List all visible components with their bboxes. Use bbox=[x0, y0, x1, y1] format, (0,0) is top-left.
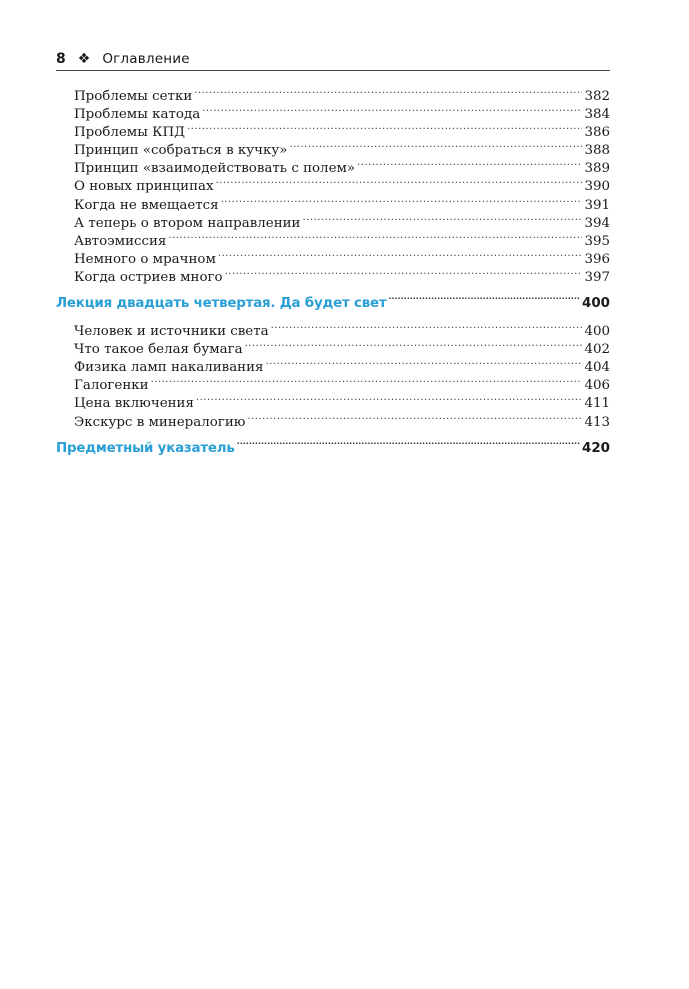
dot-leader bbox=[168, 227, 582, 245]
toc-entry-page: 404 bbox=[584, 360, 610, 376]
dot-leader bbox=[357, 154, 582, 172]
running-head bbox=[56, 48, 609, 70]
toc-entry-title: Что такое белая бумага bbox=[74, 342, 243, 358]
toc-entry-page: 394 bbox=[584, 215, 610, 231]
toc-entry-page: 390 bbox=[584, 179, 610, 195]
toc-entry-page: 388 bbox=[584, 143, 610, 159]
toc-entry-page: 400 bbox=[584, 324, 610, 340]
chapter-title: Лекция двадцать четвертая. Да будет свет bbox=[56, 296, 387, 312]
dot-leader bbox=[265, 353, 582, 371]
ornament-icon: ❖ bbox=[77, 51, 91, 67]
toc-entry-page: 411 bbox=[584, 396, 610, 412]
toc-entry-title: Человек и источники света bbox=[74, 324, 269, 340]
toc-entry-title: Экскурс в минералогию bbox=[74, 414, 246, 430]
toc-entry-title: Когда остриев много bbox=[74, 269, 223, 285]
section-title: Оглавление bbox=[102, 51, 190, 67]
toc-entry-title: О новых принципах bbox=[74, 179, 214, 195]
toc-entry[interactable] bbox=[56, 82, 610, 104]
toc-entry-page: 395 bbox=[584, 233, 610, 249]
toc-entry-title: А теперь о втором направлении bbox=[74, 215, 301, 231]
index-page: 420 bbox=[582, 440, 610, 456]
page-number: 8 bbox=[56, 51, 66, 67]
toc-entry-title: Проблемы катода bbox=[74, 107, 201, 123]
toc-entry-title: Немного о мрачном bbox=[74, 251, 216, 267]
toc-entry-title: Проблемы сетки bbox=[74, 89, 193, 104]
toc-entry-title: Принцип «собраться в кучку» bbox=[74, 143, 288, 159]
toc-entry-title: Физика ламп накаливания bbox=[74, 360, 264, 376]
dot-leader bbox=[187, 118, 582, 136]
dot-leader bbox=[196, 389, 583, 407]
table-of-contents bbox=[56, 82, 610, 462]
toc-entry-title: Автоэмиссия bbox=[74, 233, 167, 249]
dot-leader bbox=[151, 371, 583, 389]
toc-entry-title: Принцип «взаимодействовать с полем» bbox=[74, 161, 356, 177]
toc-entry-title: Цена включения bbox=[74, 396, 194, 412]
index-title: Предметный указатель bbox=[56, 440, 235, 456]
toc-entry-title: Когда не вмещается bbox=[74, 197, 219, 213]
toc-entry-title: Галогенки bbox=[74, 378, 149, 394]
toc-entry-page: 386 bbox=[584, 125, 610, 141]
dot-leader bbox=[237, 434, 580, 452]
dot-leader bbox=[225, 263, 583, 281]
toc-index-entry[interactable] bbox=[56, 434, 610, 456]
dot-leader bbox=[245, 335, 583, 353]
dot-leader bbox=[202, 100, 582, 118]
toc-entry-page: 384 bbox=[584, 107, 610, 123]
dot-leader bbox=[289, 136, 582, 154]
header-rule bbox=[56, 70, 610, 71]
dot-leader bbox=[221, 191, 583, 209]
toc-entry-page: 402 bbox=[584, 342, 610, 358]
dot-leader bbox=[218, 245, 583, 263]
chapter-page: 400 bbox=[582, 296, 610, 312]
dot-leader bbox=[302, 209, 582, 227]
toc-chapter-entry[interactable] bbox=[56, 289, 610, 311]
dot-leader bbox=[388, 289, 580, 307]
toc-entry-page: 413 bbox=[584, 414, 610, 430]
toc-entry-page: 396 bbox=[584, 251, 610, 267]
dot-leader bbox=[216, 172, 583, 190]
dot-leader bbox=[271, 317, 583, 335]
toc-entry-page: 382 bbox=[584, 89, 610, 104]
dot-leader bbox=[247, 408, 582, 426]
toc-entry-page: 406 bbox=[584, 378, 610, 394]
toc-entry-title: Проблемы КПД bbox=[74, 125, 186, 141]
dot-leader bbox=[194, 82, 582, 100]
toc-entry-page: 397 bbox=[584, 269, 610, 285]
toc-entry-page: 389 bbox=[584, 161, 610, 177]
toc-entry-page: 391 bbox=[584, 197, 610, 213]
toc-entry[interactable] bbox=[56, 317, 610, 340]
